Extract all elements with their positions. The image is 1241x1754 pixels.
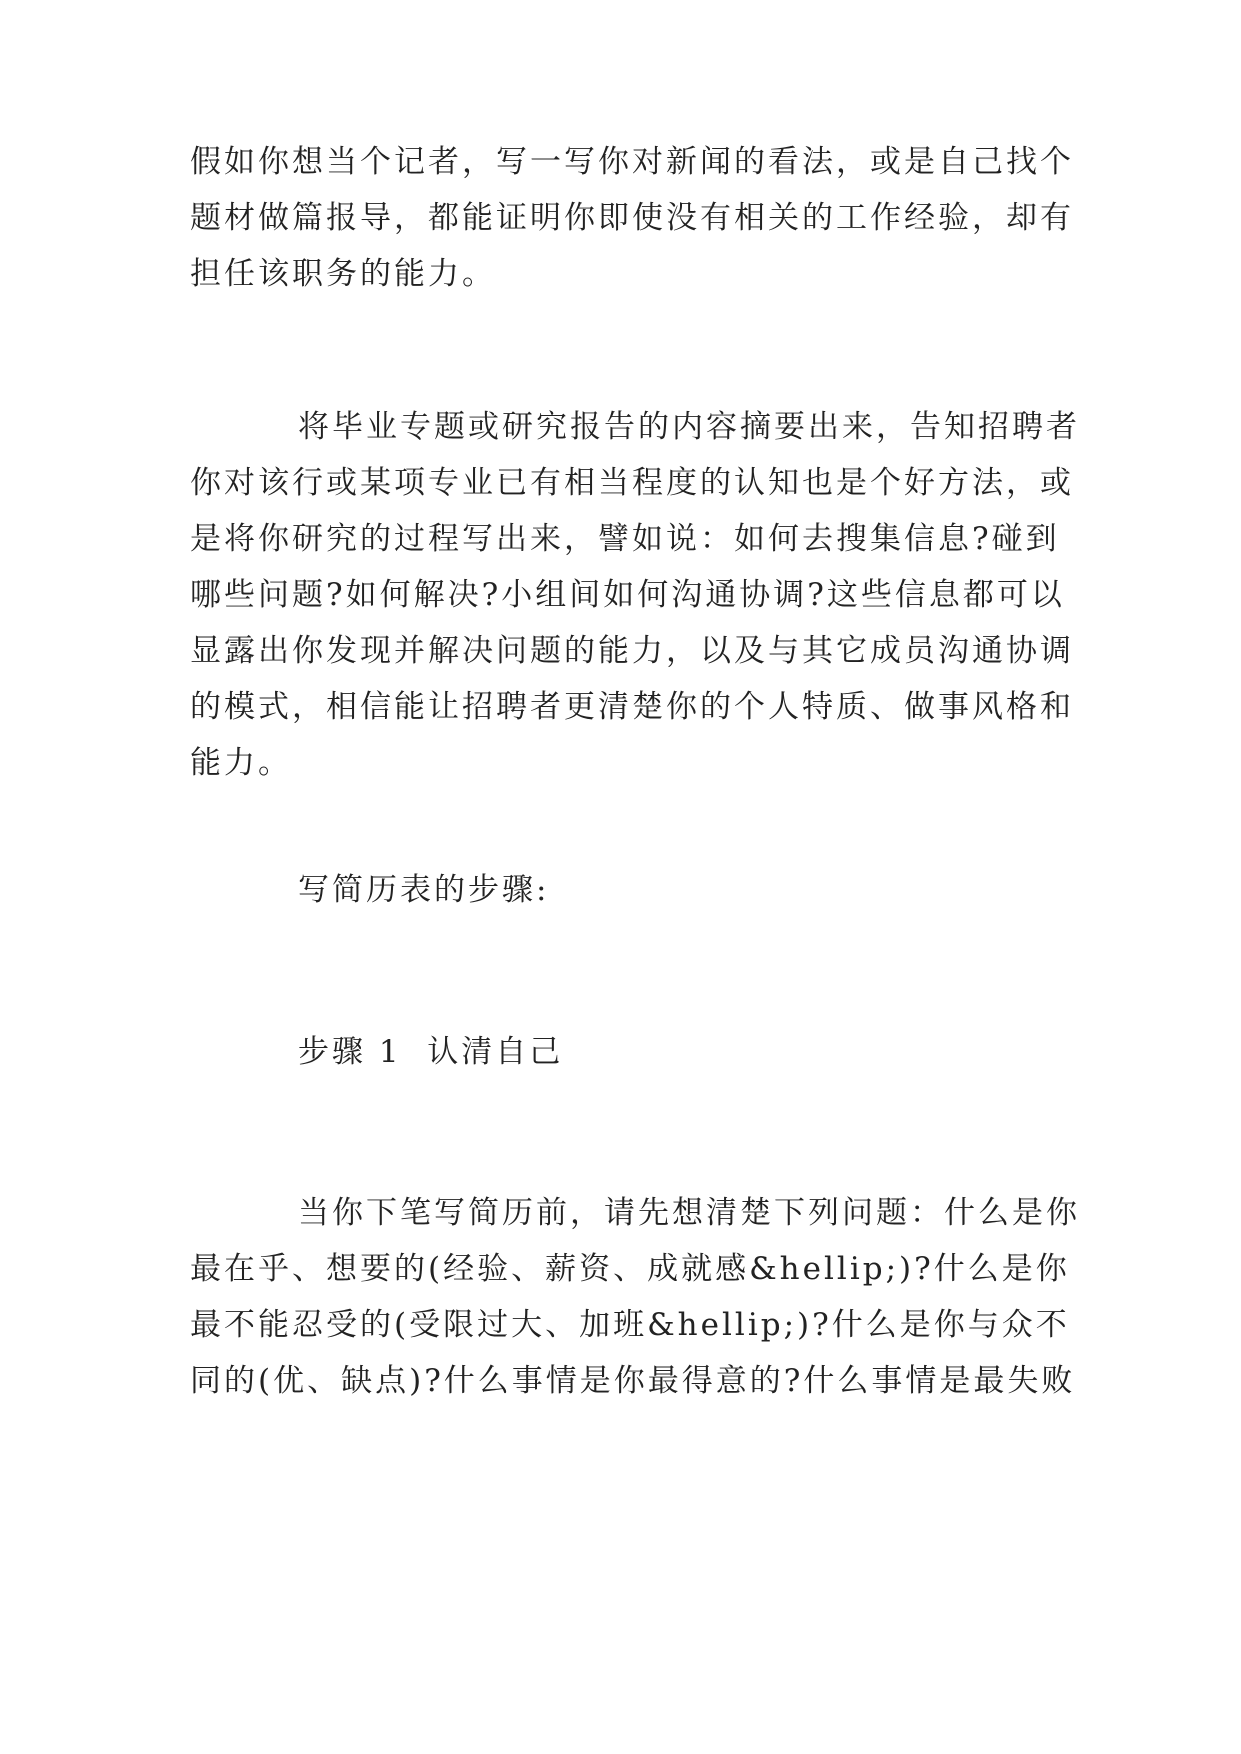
text-line: 是将你研究的过程写出来，譬如说：如何去搜集信息?碰到 — [190, 521, 1060, 557]
text-line: 当你下笔写简历前，请先想清楚下列问题：什么是你 — [298, 1195, 1080, 1231]
paragraph-research-summary — [190, 399, 1080, 791]
paragraph-self-questions — [190, 1185, 1080, 1409]
paragraph-reporter-example — [190, 134, 1074, 302]
text-line: 同的(优、缺点)?什么事情是你最得意的?什么事情是最失败 — [190, 1363, 1076, 1399]
text-line: 的模式，相信能让招聘者更清楚你的个人特质、做事风格和 — [190, 689, 1074, 725]
text-line: 将毕业专题或研究报告的内容摘要出来，告知招聘者 — [298, 409, 1080, 445]
text-line: 能力。 — [190, 745, 292, 781]
text-line: 担任该职务的能力。 — [190, 256, 496, 292]
text-line: 显露出你发现并解决问题的能力，以及与其它成员沟通协调 — [190, 633, 1074, 669]
text-line: 步骤 1 认清自己 — [298, 1034, 564, 1070]
text-line: 最在乎、想要的(经验、薪资、成就感&hellip;)?什么是你 — [190, 1251, 1070, 1287]
text-line: 写简历表的步骤: — [298, 872, 550, 908]
section-heading-resume-steps — [190, 862, 1056, 918]
step-heading-know-yourself — [190, 1024, 1056, 1080]
text-line: 最不能忍受的(受限过大、加班&hellip;)?什么是你与众不 — [190, 1307, 1070, 1343]
text-line: 你对该行或某项专业已有相当程度的认知也是个好方法，或 — [190, 465, 1074, 501]
text-line: 题材做篇报导，都能证明你即使没有相关的工作经验，却有 — [190, 200, 1074, 236]
text-line: 假如你想当个记者，写一写你对新闻的看法，或是自己找个 — [190, 144, 1074, 180]
text-line: 哪些问题?如何解决?小组间如何沟通协调?这些信息都可以 — [190, 577, 1065, 613]
